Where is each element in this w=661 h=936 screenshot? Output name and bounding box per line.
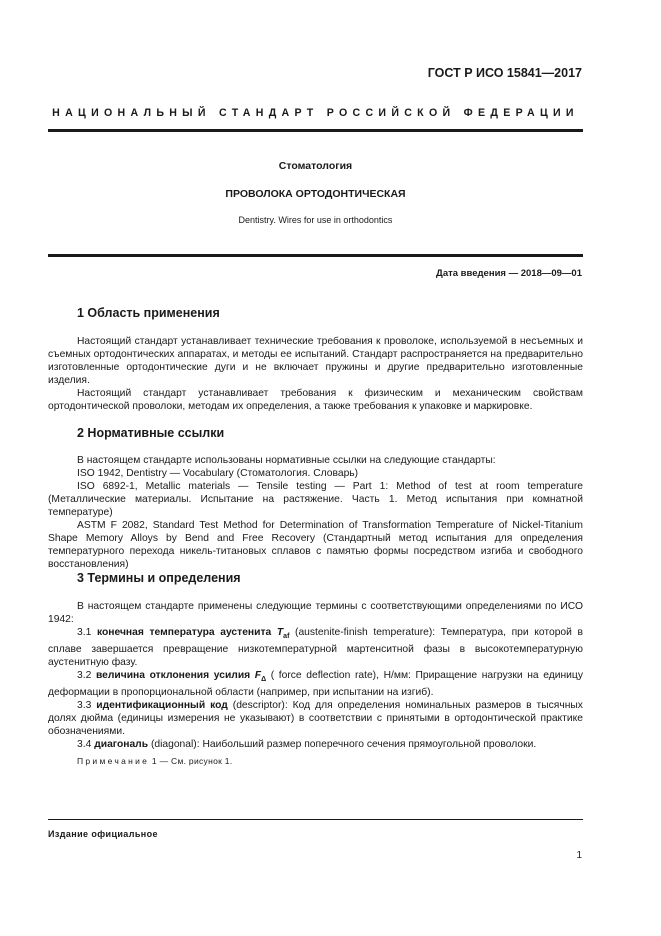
introduction-date: Дата введения — 2018—09—01 [436, 268, 582, 279]
term-3-1-number: 3.1 [77, 627, 92, 638]
standard-title: ПРОВОЛОКА ОРТОДОНТИЧЕСКАЯ [225, 188, 406, 200]
reference-iso-1942: ISO 1942, Dentistry — Vocabulary (Стоматология. Словарь) [77, 468, 359, 479]
term-3-2-subscript: Δ [261, 676, 267, 684]
term-3-4-definition: (diagonal): Наибольший размер поперечного сечения прямоугольной проволоки. [150, 739, 537, 751]
reference-iso-6892-1: ISO 6892-1, Metallic materials — Tensile testing — Part 1: Method of test at room temperature (Металлические материалы. Испытание на растяжение. Часть 1. Метод испытания при комнатной температуре) [48, 481, 583, 518]
section-2-paragraph-1: В настоящем стандарте использованы нормативные ссылки на следующие стандарты: [77, 455, 496, 466]
section-3-body [48, 600, 583, 768]
term-3-2-name: величина отклонения усилия [95, 670, 251, 682]
gost-code: ГОСТ Р ИСО 15841—2017 [427, 66, 582, 80]
term-3-3-definition: (descriptor): Код для определения номинальных размеров в тысячных долях дюйма (единицы измерения не указывают) в соответствии с принятыми в ортодонтической практике обозначениями. [48, 700, 583, 738]
term-3-4-number: 3.4 [77, 739, 92, 751]
section-1-heading: 1 Область применения [77, 306, 220, 320]
term-3-3-number: 3.3 [77, 700, 92, 712]
term-3-1 [48, 626, 583, 669]
section-3-heading: 3 Термины и определения [77, 571, 241, 585]
official-edition-label: Издание официальное [48, 829, 158, 839]
term-3-3 [48, 699, 583, 738]
standard-title-english: Dentistry. Wires for use in orthodontics [238, 215, 393, 225]
note-text: 1 — См. рисунок 1. [151, 756, 233, 767]
note-1 [48, 755, 583, 768]
term-3-1-symbol: T [276, 627, 284, 638]
section-1-paragraph-2: Настоящий стандарт устанавливает требования к физическим и механическим свойствам ортодонтической проволоки, методам их определения, а также требования к упаковке и маркировке. [48, 388, 583, 412]
reference-astm-f2082: ASTM F 2082, Standard Test Method for Determination of Transformation Temperature of Nickel-Titanium Shape Memory Alloys by Bend and Free Recovery (Стандартный метод испытания для определения температурного перехода никель-титановых сплавов с памятью формы посредством изгиба и свободного восстановления) [48, 520, 583, 570]
term-3-1-subscript: af [283, 633, 290, 641]
term-3-2-number: 3.2 [77, 670, 92, 682]
section-3-paragraph-1: В настоящем стандарте применены следующие термины с соответствующими определениями по ИСО 1942: [48, 601, 583, 625]
section-2-heading: 2 Нормативные ссылки [77, 426, 225, 440]
term-3-2-symbol: F [254, 670, 262, 682]
section-1-body [48, 335, 583, 413]
note-label: Примечание [77, 756, 150, 767]
term-3-4-name: диагональ [94, 739, 149, 751]
term-3-4 [48, 738, 583, 751]
term-3-2 [48, 669, 583, 699]
term-3-1-name: конечная температура аустенита [96, 627, 272, 638]
term-3-3-name: идентификационный код [96, 700, 228, 712]
national-standard-banner: НАЦИОНАЛЬНЫЙ СТАНДАРТ РОССИЙСКОЙ ФЕДЕРАЦИИ [52, 107, 579, 119]
top-thick-rule [48, 129, 583, 132]
title-bottom-rule [48, 254, 583, 257]
section-1-paragraph-1: Настоящий стандарт устанавливает технические требования к проволоке, используемой в несъемных и съемных ортодонтических аппаратах, и методы ее испытаний. Стандарт распространяется на предварительно изготовленные ортодонтические дуги и не включает пружины и другие предварительно изготовленные изделия. [48, 336, 583, 386]
term-3-2-definition: ( force deflection rate), Н/мм: Приращение нагрузки на единицу деформации в пропорциональной области (например, при испытании на изгиб). [48, 670, 583, 699]
standard-subject: Стоматология [278, 160, 353, 172]
footer-rule [48, 819, 583, 820]
page-number: 1 [576, 850, 582, 861]
section-2-body [48, 454, 583, 571]
term-3-1-definition: (austenite-finish temperature): Температура, при которой в сплаве завершается превращение низкотемпературной мартенситной фазы в высокотемпературную аустенитную фазу. [48, 627, 583, 669]
